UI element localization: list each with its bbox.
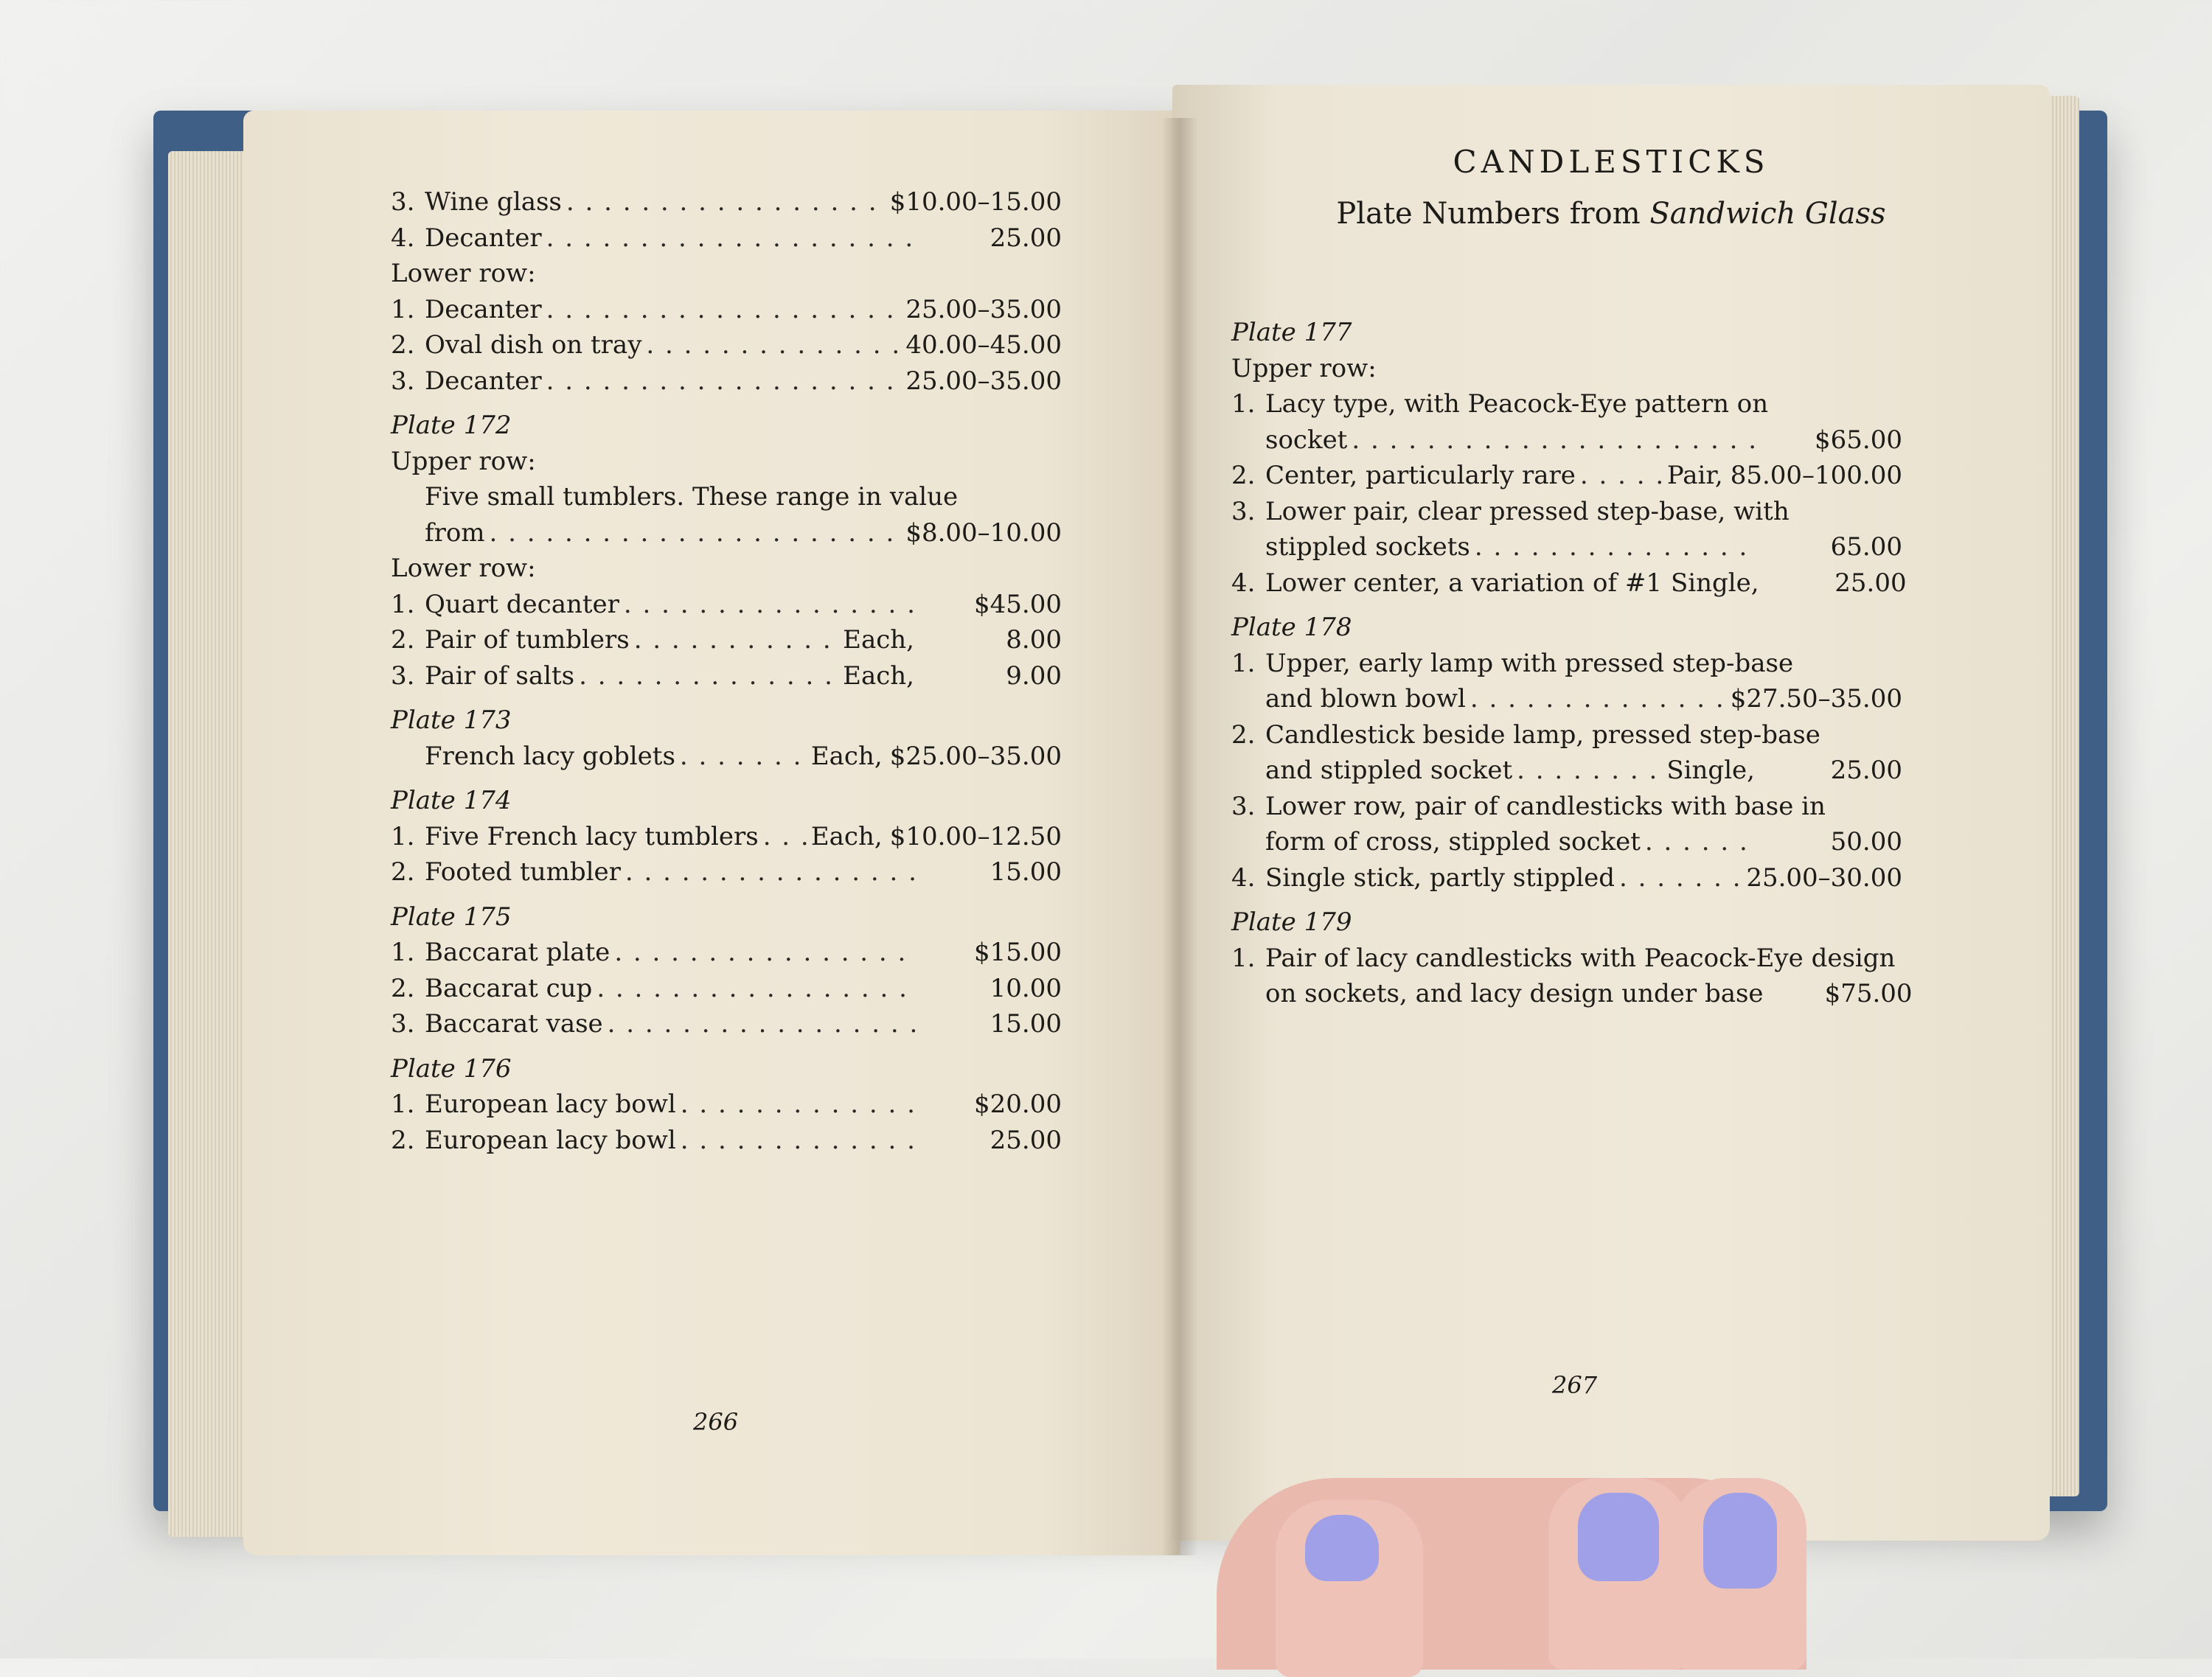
entry-line (1231, 753, 1902, 789)
dot-leader (546, 220, 917, 257)
entry-price: 85.00–100.00 (1730, 461, 1902, 490)
left-page-content (391, 184, 1062, 1158)
plate-heading: Plate 174 (391, 786, 512, 815)
entry-number: 2. (1231, 719, 1256, 750)
entry-price: $45.00 (974, 589, 1062, 619)
entry-description: Decanter (425, 294, 542, 324)
entry-price: 25.00 (1834, 568, 1907, 598)
entry-price: 10.00 (990, 973, 1062, 1003)
dot-leader (634, 622, 838, 658)
entry-line (391, 971, 1062, 1007)
plate-heading: Plate 175 (391, 902, 512, 932)
entry-price: $8.00–10.00 (905, 517, 1062, 548)
entry-line (391, 854, 1062, 890)
dot-leader (1619, 860, 1742, 896)
row-heading: Lower row: (391, 554, 536, 583)
left-page (243, 111, 1180, 1555)
entry-description: Single stick, partly stippled (1265, 862, 1615, 893)
entry-line (1231, 458, 1902, 494)
entry-price: $75.00 (1824, 979, 1913, 1008)
entry-description: Footed tumbler (425, 857, 621, 887)
entry-price: $10.00–12.50 (889, 821, 1062, 851)
entry-number: 1. (391, 821, 415, 851)
plate-heading: Plate 178 (1231, 613, 1352, 642)
row-heading: Upper row: (1231, 353, 1377, 383)
plate-heading: Plate 173 (391, 705, 512, 735)
entry-description: Lower center, a variation of #1 (1265, 568, 1662, 598)
entry-number: 3. (391, 1009, 415, 1039)
finger (1548, 1478, 1688, 1670)
entry-price: $25.00–35.00 (889, 741, 1062, 771)
plate-heading: Plate 172 (391, 411, 512, 440)
entry-line (391, 935, 1062, 971)
entry-description: stippled sockets (1265, 532, 1470, 562)
entry-line (391, 622, 1062, 658)
entry-description: Baccarat vase (425, 1009, 603, 1039)
entry-description: Wine glass (425, 187, 562, 217)
dot-leader (681, 1123, 917, 1159)
entry-line (1231, 824, 1902, 860)
entry-line (391, 1087, 1062, 1123)
entry-price: 15.00 (990, 857, 1062, 887)
entry-line (1231, 646, 1902, 682)
entry-line (1231, 941, 1902, 977)
entry-number: 2. (1231, 461, 1256, 490)
entry-description: Lower pair, clear pressed step-base, with (1265, 496, 1790, 526)
entry-price: $15.00 (974, 938, 1062, 967)
entry-description: socket (1265, 425, 1348, 455)
entry-line (1231, 860, 1902, 896)
entry-line (1231, 717, 1902, 753)
plate-heading: Plate 177 (1231, 318, 1352, 347)
entry-number: 1. (391, 938, 415, 967)
entry-line (391, 1006, 1062, 1042)
entry-description: French lacy goblets (425, 741, 675, 771)
entry-line (1231, 422, 1902, 459)
entry-line (1231, 529, 1902, 565)
entry-description: Pair of lacy candlesticks with Peacock-Eye design (1265, 943, 1896, 973)
entry-line (391, 658, 1062, 694)
entry-unit: Single, (1670, 568, 1759, 598)
subtitle-plain: Plate Numbers from (1336, 197, 1641, 231)
entry-number: 2. (391, 625, 415, 655)
entry-line (1231, 565, 1907, 602)
dot-leader (1352, 422, 1758, 459)
book-gutter (1161, 118, 1198, 1555)
entry-price: 50.00 (1830, 827, 1902, 857)
dot-leader (624, 587, 917, 623)
entry-unit: Each, (843, 625, 914, 655)
entry-description: and stippled socket (1265, 756, 1513, 785)
plate-heading: Plate 176 (391, 1053, 512, 1084)
entry-price: $10.00–15.00 (889, 187, 1062, 217)
entry-number: 1. (1231, 389, 1256, 419)
entry-description: European lacy bowl (425, 1089, 676, 1119)
plate-heading: Plate 179 (1231, 907, 1352, 937)
dot-leader (579, 658, 838, 694)
entry-number: 1. (391, 294, 415, 324)
dot-leader (763, 819, 807, 855)
entry-number: 3. (391, 660, 415, 691)
entry-number: 2. (391, 973, 415, 1003)
entry-line (391, 739, 1062, 775)
entry-line (1231, 494, 1902, 530)
entry-description: Lacy type, with Peacock-Eye pattern on (1265, 389, 1769, 419)
entry-description: Decanter (425, 223, 542, 253)
entry-number: 4. (1231, 568, 1256, 598)
finger (1674, 1478, 1806, 1670)
entry-price: 8.00 (1006, 625, 1062, 655)
entry-description: European lacy bowl (425, 1125, 676, 1155)
dot-leader (1470, 681, 1726, 717)
dot-leader (490, 515, 902, 551)
chapter-subtitle (1172, 197, 2050, 231)
dot-leader (597, 971, 917, 1007)
entry-line (1231, 789, 1902, 825)
entry-line (391, 1123, 1062, 1159)
dot-leader (646, 327, 901, 363)
entry-line (1231, 386, 1902, 422)
entry-number: 3. (391, 187, 415, 217)
entry-unit: Each, (810, 741, 883, 771)
dot-leader (566, 184, 886, 220)
fingernail (1578, 1493, 1659, 1581)
right-page (1172, 85, 2050, 1541)
dot-leader (1517, 753, 1662, 789)
fingernail (1305, 1515, 1379, 1581)
row-heading: Upper row: (391, 446, 536, 476)
dot-leader (625, 854, 917, 890)
entry-description: Decanter (425, 366, 542, 396)
entry-number: 3. (1231, 496, 1256, 526)
entry-price: 25.00 (990, 1125, 1062, 1155)
dot-leader (614, 935, 917, 971)
entry-line (391, 363, 1062, 400)
entry-line (1231, 976, 1913, 1012)
entry-description: Five French lacy tumblers (425, 821, 759, 851)
entry-price: 25.00–35.00 (905, 366, 1062, 396)
entry-number: 4. (1231, 862, 1256, 893)
entry-description: Candlestick beside lamp, pressed step-base (1265, 719, 1820, 750)
entry-price: 65.00 (1830, 532, 1902, 562)
entry-price: 9.00 (1006, 660, 1062, 691)
entry-number: 4. (391, 223, 415, 253)
dot-leader (608, 1006, 917, 1042)
entry-line (391, 515, 1062, 551)
entry-line (391, 819, 1062, 855)
dot-leader (1475, 529, 1758, 565)
dot-leader (546, 363, 902, 400)
right-page-number: 267 (1552, 1371, 1598, 1399)
dot-leader (1580, 458, 1663, 494)
entry-line (391, 327, 1062, 363)
entry-price: 25.00–35.00 (905, 294, 1062, 324)
dot-leader (681, 1087, 917, 1123)
entry-number: 1. (1231, 648, 1256, 678)
hand (1217, 1478, 1806, 1670)
entry-description: form of cross, stippled socket (1265, 827, 1641, 857)
entry-line (391, 587, 1062, 623)
dot-leader (546, 292, 902, 328)
right-page-content (1231, 306, 1913, 1012)
entry-number: 2. (391, 330, 415, 360)
entry-description: Oval dish on tray (425, 330, 642, 360)
entry-price: $27.50–35.00 (1730, 684, 1902, 714)
entry-number: 1. (391, 589, 415, 619)
entry-number: 3. (391, 366, 415, 396)
entry-price: 40.00–45.00 (905, 330, 1062, 360)
subtitle-italic: Sandwich Glass (1649, 197, 1886, 231)
entry-description: Pair of tumblers (425, 625, 630, 655)
entry-description: and blown bowl (1265, 684, 1466, 714)
entry-price: $65.00 (1815, 425, 1902, 455)
finger (1276, 1500, 1423, 1677)
entry-description: Quart decanter (425, 589, 619, 619)
entry-number: 2. (391, 857, 415, 887)
left-page-number: 266 (693, 1408, 739, 1436)
entry-unit: Each, (810, 821, 883, 851)
chapter-title: CANDLESTICKS (1453, 144, 1770, 180)
entry-line (391, 220, 1062, 257)
entry-description: Pair of salts (425, 660, 575, 691)
entry-line (1231, 681, 1902, 717)
entry-description: Center, particularly rare (1265, 461, 1576, 490)
entry-description: Baccarat cup (425, 973, 593, 1003)
entry-description: from (425, 517, 485, 548)
entry-text-line: Five small tumblers. These range in value (425, 482, 959, 512)
entry-unit: Each, (843, 660, 914, 691)
dot-leader (680, 739, 807, 775)
entry-description: Baccarat plate (425, 938, 611, 967)
entry-description: on sockets, and lacy design under base (1265, 979, 1764, 1008)
entry-number: 1. (391, 1089, 415, 1119)
entry-description: Lower row, pair of candlesticks with base in (1265, 791, 1826, 821)
dot-leader (1645, 824, 1758, 860)
entry-line (391, 292, 1062, 328)
entry-unit: Pair, (1666, 461, 1723, 490)
entry-price: 25.00–30.00 (1746, 862, 1902, 893)
entry-description: Upper, early lamp with pressed step-base (1265, 648, 1794, 678)
fingernail (1703, 1493, 1777, 1589)
entry-price: 25.00 (990, 223, 1062, 253)
entry-price: 15.00 (990, 1009, 1062, 1039)
entry-line (391, 184, 1062, 220)
entry-number: 1. (1231, 943, 1256, 973)
entry-number: 3. (1231, 791, 1256, 821)
entry-unit: Single, (1666, 756, 1755, 785)
row-heading: Lower row: (391, 259, 536, 288)
entry-number: 2. (391, 1125, 415, 1155)
entry-price: $20.00 (974, 1089, 1062, 1119)
entry-price: 25.00 (1830, 756, 1902, 785)
